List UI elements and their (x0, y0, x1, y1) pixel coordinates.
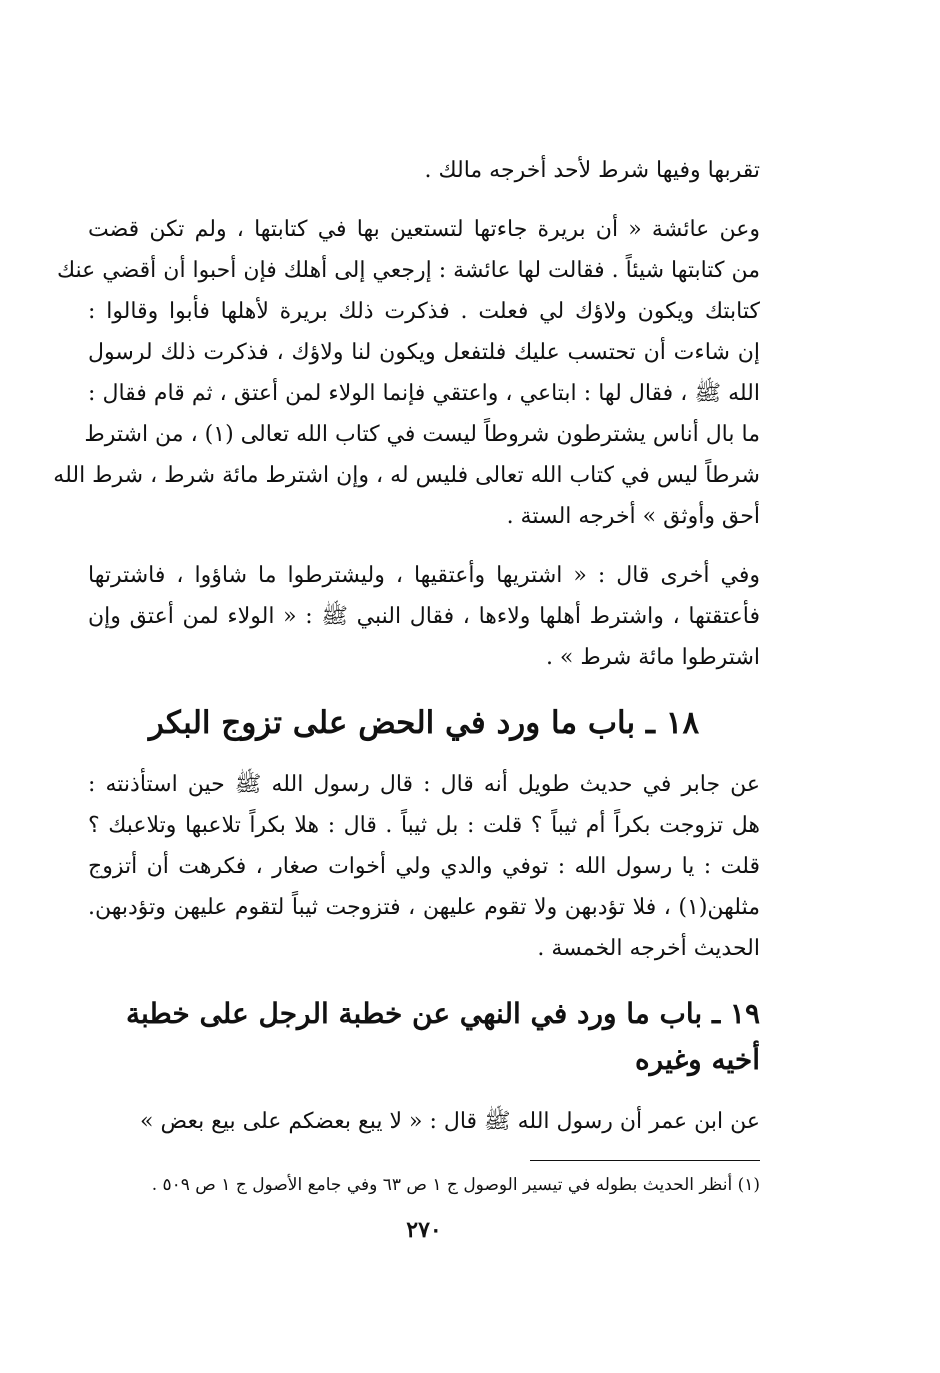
text-line: أحق وأوثق » أخرجه الستة . (506, 504, 760, 529)
paragraph-aisha-barira (53, 209, 760, 537)
text-line: كتابتك ويكون ولاؤك لي فعلت . فذكرت ذلك بريرة لأهلها فأبوا وقالوا : (88, 299, 760, 324)
text-line: من كتابتها شيئاً . فقالت لها عائشة : إرجعي إلى أهلك فإن أحبوا أن أقضي عنك (56, 258, 760, 283)
text-line: الحديث أخرجه الخمسة . (537, 936, 760, 961)
paragraph-ibn-umar (88, 1101, 760, 1142)
text-line: تقربها وفيها شرط لأحد أخرجه مالك . (424, 158, 760, 183)
text-line: عن ابن عمر أن رسول الله ﷺ قال : « لا يبع بعضكم على بيع بعض » (140, 1109, 760, 1134)
book-page (53, 150, 760, 1243)
text-line: فأعتقتها ، واشترط أهلها ولاءها ، فقال النبي ﷺ : « الولاء لمن أعتق وإن (88, 604, 760, 629)
chapter-19-heading: ١٩ ـ باب ما ورد في النهي عن خطبة الرجل على خطبة أخيه وغيره (125, 997, 760, 1076)
paragraph-another-narration (88, 555, 760, 678)
paragraph-malik (88, 150, 760, 191)
text-line: الله ﷺ ، فقال لها : ابتاعي ، واعتقي فإنما الولاء لمن أعتق ، ثم قام فقال : (88, 381, 760, 406)
text-line: عن جابر في حديث طويل أنه قال : قال رسول الله ﷺ حين استأذنته : (88, 772, 760, 797)
footnote-divider (530, 1160, 760, 1161)
text-line: إن شاءت أن تحتسب عليك فلتفعل ويكون لنا ولاؤك ، فذكرت ذلك لرسول (88, 340, 760, 365)
chapter-18-heading: ١٨ ـ باب ما ورد في الحض على تزوج البكر (148, 705, 700, 741)
text-line: هل تزوجت بكراً أم ثيباً ؟ قلت : بل ثيباً . قال : هلا بكراً تلاعبها وتلاعبك ؟ (88, 813, 760, 838)
text-line: شرطاً ليس في كتاب الله تعالى فليس له ، وإن اشترط مائة شرط ، شرط الله (53, 463, 760, 488)
paragraph-jabir (88, 764, 760, 969)
text-line: اشترطوا مائة شرط » . (545, 645, 760, 670)
text-line: وعن عائشة « أن بريرة جاءتها لتستعين بها في كتابتها ، ولم تكن قضت (88, 217, 760, 242)
text-line: قلت : يا رسول الله : توفي والدي ولي أخوات صغار ، فكرهت أن أتزوج (88, 854, 760, 879)
text-line: وفي أخرى قال : « اشتريها وأعتقيها ، وليشترطوا ما شاؤوا ، فاشترتها (88, 563, 760, 588)
footnote: (١) أنظر الحديث بطوله في تيسير الوصول ج ١ ص ٦٣ وفي جامع الأصول ج ١ ص ٥٠٩ . (151, 1175, 760, 1195)
text-line: ما بال أناس يشترطون شروطاً ليست في كتاب الله تعالى (١) ، من اشترط (84, 422, 760, 447)
text-line: مثلهن(١) ، فلا تؤدبهن ولا تقوم عليهن ، فتزوجت ثيباً لتقوم عليهن وتؤدبهن. (88, 895, 760, 920)
page-number: ٢٧٠ (406, 1217, 442, 1243)
